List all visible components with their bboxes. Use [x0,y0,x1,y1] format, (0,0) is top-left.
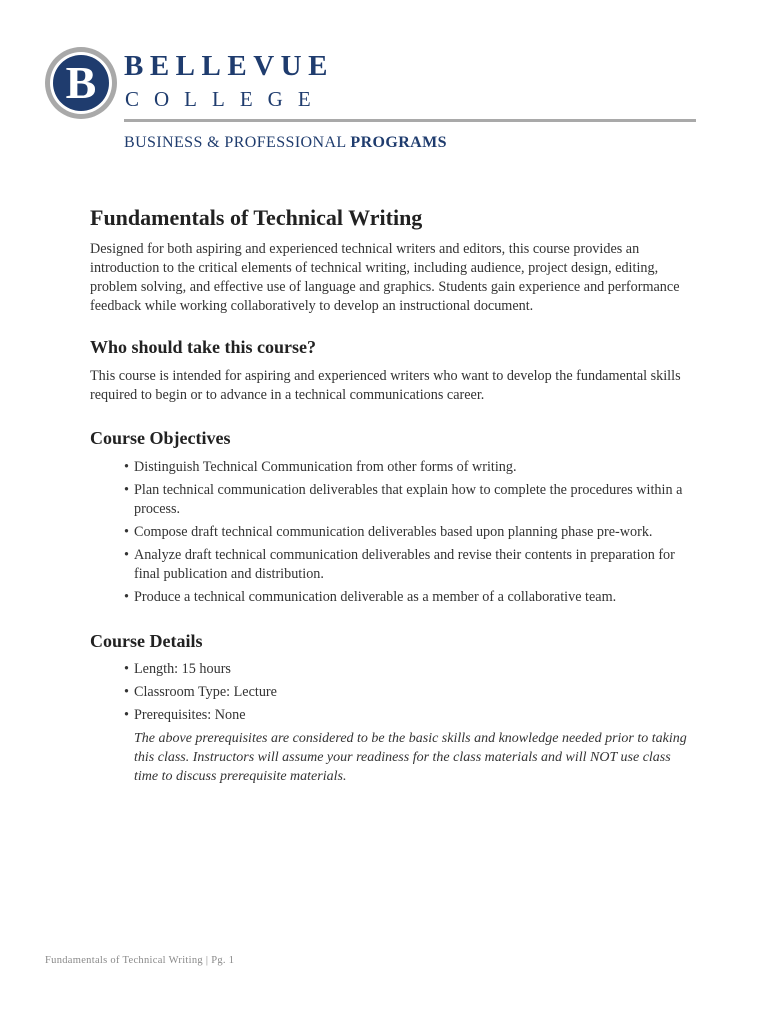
objective-item: • Produce a technical communication deliverable as a member of a collaborative team. [124,588,690,607]
detail-item: • Length: 15 hours [124,660,690,679]
department-name-strong: PROGRAMS [350,134,447,151]
objective-item: • Analyze draft technical communication deliverables and revise their contents in preparation for final publication and distribution. [124,546,690,584]
document-body [90,205,690,786]
page-footer: Fundamentals of Technical Writing | Pg. 1 [45,955,235,966]
objective-item: • Plan technical communication deliverables that explain how to complete the procedures within a process. [124,481,690,519]
course-intro: Designed for both aspiring and experienced technical writers and editors, this course provides an introduction to the critical elements of technical writing, including audience, project design, editing, problem solving, and effective use of language and graphics. Students gain experience and performance feedback while working collaboratively to develop an instructional document. [90,241,680,315]
objectives-heading: Course Objectives [90,427,231,448]
detail-item: • Classroom Type: Lecture [124,683,690,702]
college-name-line1: BELLEVUE [124,50,334,82]
department-label [124,133,447,152]
objective-item: • Distinguish Technical Communication from other forms of writing. [124,458,690,477]
department-name: BUSINESS & PROFESSIONAL [124,134,346,151]
detail-item: • Prerequisites: None [124,706,690,725]
details-heading: Course Details [90,630,203,651]
college-name-line2: COLLEGE [125,87,326,111]
course-title: Fundamentals of Technical Writing [90,205,423,230]
logo-letter: B [65,57,97,108]
bellevue-logo-icon [44,46,118,120]
prerequisite-note: The above prerequisites are considered to be the basic skills and knowledge needed prior to taking this class. Instructors will assume your readiness for the class materials and will NOT use class time to discuss prerequisite materials. [134,731,687,785]
header-divider [124,119,696,122]
objective-item: • Compose draft technical communication deliverables based upon planning phase pre-work. [124,523,690,542]
who-heading: Who should take this course? [90,337,317,358]
objectives-list [90,458,690,607]
details-list [90,660,690,725]
who-text: This course is intended for aspiring and experienced writers who want to develop the fundamental skills required to begin or to advance in a technical communications career. [90,367,681,403]
